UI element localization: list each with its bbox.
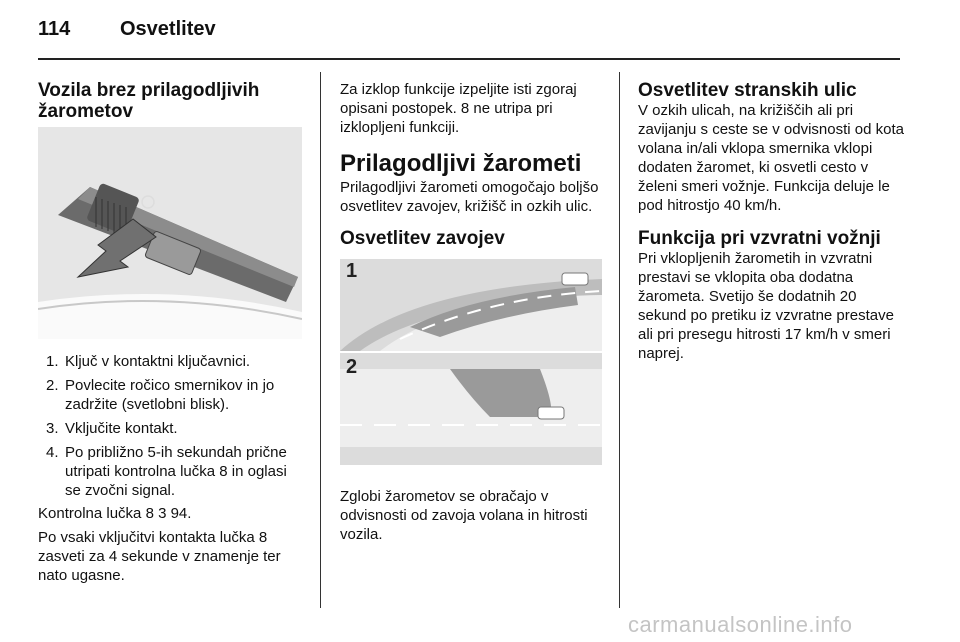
subheading-reverse: Funkcija pri vzvratni vožnji	[638, 228, 881, 249]
section-heading-no-adaptive: Vozila brez prilagodljivih žarometov	[38, 80, 260, 122]
column-2	[340, 80, 602, 544]
header-rule	[38, 58, 900, 60]
figure-label-1: 1	[346, 260, 358, 282]
step-item: 2. Povlecite ročico smernikov in jo zadržite (svetlobni blisk).	[46, 377, 275, 413]
side-street-paragraph: V ozkih ulicah, na križiščih ali pri zavijanju s ceste se v odvisnosti od kota volana in/ali vklopa smernika vklopi dodaten žaromet, ki osvetli cesto v želeni smeri vožnje. Funkcija deluje le pod hitrostjo 40 km/h.	[638, 102, 904, 214]
subheading-side-street: Osvetlitev stranskih ulic	[638, 80, 857, 101]
page-number: 114	[38, 18, 71, 40]
column-3	[638, 80, 904, 363]
indicator-reference: Kontrolna lučka 8 3 94.	[38, 505, 192, 522]
step-item: 4. Po približno 5-ih sekundah prične utripati kontrolna lučka 8 in oglasi se zvočni signal.	[46, 444, 287, 499]
step-item: 1. Ključ v kontaktni ključavnici.	[46, 353, 251, 370]
stalk-illustration	[38, 127, 302, 339]
intro-paragraph: Za izklop funkcije izpeljite isti zgoraj opisani postopek. 8 ne utripa pri izklopljeni funkciji.	[340, 81, 577, 136]
column-divider-1	[320, 72, 321, 608]
section-heading-adaptive: Prilagodljivi žarometi	[340, 150, 582, 177]
reverse-paragraph: Pri vklopljenih žarometih in vzvratni prestavi se vklopita oba dodatna žarometa. Svetijo še dodatnih 20 sekund po pretiku iz vzvratne prestave ali pri presegu hitrosti 17 km/h v smeri naprej.	[638, 250, 894, 362]
cornering-light-figure	[340, 257, 602, 465]
figure-label-2: 2	[346, 356, 358, 378]
page-title: Osvetlitev	[120, 18, 216, 40]
step-item: 3. Vključite kontakt.	[46, 420, 178, 437]
indicator-paragraph: Po vsaki vključitvi kontakta lučka 8 zasveti za 4 sekunde v znamenje ter nato ugasne.	[38, 529, 281, 584]
subheading-cornering: Osvetlitev zavojev	[340, 228, 505, 249]
column-divider-2	[619, 72, 620, 608]
figure-caption: Zglobi žarometov se obračajo v odvisnosti od zavoja volana in hitrosti vozila.	[340, 488, 588, 543]
watermark: carmanualsonline.info	[628, 612, 853, 637]
adaptive-paragraph: Prilagodljivi žarometi omogočajo boljšo osvetlitev zavojev, križišč in ozkih ulic.	[340, 179, 599, 215]
column-1	[38, 80, 306, 585]
